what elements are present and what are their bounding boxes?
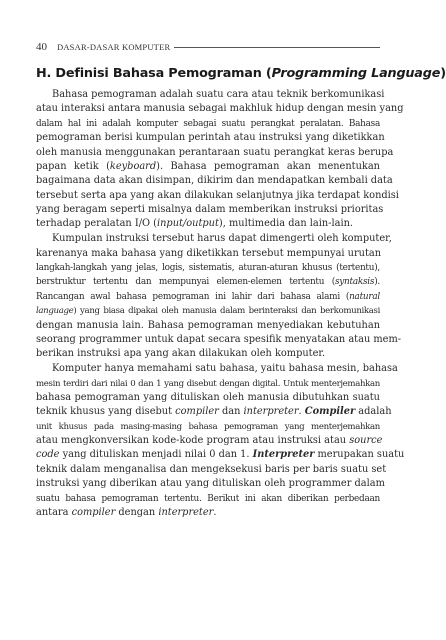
text-line: [36, 463, 387, 477]
emphasis-text: keyboard: [109, 160, 157, 172]
text-line: [36, 304, 380, 318]
text-run: unit khusus pada masing-masing bahasa pemograman yang menterjemahkan: [36, 421, 380, 432]
text-run: dengan: [115, 506, 159, 518]
text-run: dengan manusia lain. Bahasa pemograman menyediakan kebutuhan: [36, 319, 380, 331]
emphasis-text: compiler: [175, 406, 219, 418]
text-line: [36, 261, 380, 275]
text-line: [36, 102, 404, 116]
text-run: seorang programmer untuk dapat secara spesifik menyatakan atau mem-: [36, 333, 402, 345]
text-line: [36, 174, 393, 188]
text-line: [36, 275, 380, 289]
text-run: tersebut serta apa yang akan dilakukan selanjutnya jika terdapat kondisi: [36, 189, 399, 201]
text-line: [36, 477, 385, 491]
text-line: [36, 247, 380, 261]
text-line: [36, 405, 392, 419]
text-run: .: [298, 406, 305, 418]
text-run: atau interaksi antara manusia sebagai makhluk hidup dengan mesin yang: [36, 103, 404, 115]
text-line: [36, 347, 380, 361]
text-run: bagaimana data akan disimpan, dikirim dan mendapatkan kembali data: [36, 175, 393, 187]
text-run: teknik khusus yang disebut: [36, 406, 176, 418]
text-run: suatu bahasa pemograman tertentu. Berikut ini akan diberikan perbedaan: [36, 493, 380, 504]
section-title-suffix: ): [440, 66, 446, 81]
section-title-prefix: H. Definisi Bahasa Pemograman (: [36, 66, 272, 81]
text-run: Kumpulan instruksi tersebut harus dapat dimengerti oleh komputer,: [52, 233, 392, 245]
header-rule: [174, 47, 380, 48]
emphasis-text: source: [349, 435, 383, 446]
text-line: [36, 146, 394, 160]
text-line: [36, 434, 383, 448]
text-run: bahasa pemograman yang dituliskan oleh manusia dibutuhkan suatu: [36, 391, 380, 403]
text-run: merupakan suatu: [314, 449, 405, 461]
emphasis-text: input/output: [156, 218, 219, 230]
emphasis-text: Compiler: [304, 406, 356, 418]
page-number: 40: [36, 41, 47, 53]
paragraph: [36, 232, 402, 361]
text-line: [36, 448, 405, 462]
text-run: terhadap peralatan I/O (: [36, 218, 157, 230]
text-run: oleh manusia menggunakan perantaraan suatu perangkat keras berupa: [36, 146, 394, 158]
text-line: [36, 391, 380, 405]
section-title-italic: Programming Language: [271, 66, 441, 81]
text-run: Bahasa pemograman adalah suatu cara atau teknik berkomunikasi: [52, 89, 385, 100]
text-line: [36, 88, 385, 102]
emphasis-text: natural: [349, 291, 380, 302]
text-run: ) yang biasa dipakai oleh manusia dalam berinteraksi dan berkomunikasi: [73, 306, 380, 317]
paragraph: [36, 88, 404, 232]
running-head: DASAR-DASAR KOMPUTER: [57, 42, 171, 52]
text-line: [36, 420, 380, 434]
text-run: berikan instruksi apa yang akan dilakukan oleh komputer.: [36, 348, 326, 360]
text-run: dalam hal ini adalah komputer sebagai suatu perangkat peralatan. Bahasa: [36, 118, 380, 129]
text-run: adalah: [355, 406, 392, 418]
text-run: pemograman berisi kumpulan perintah atau instruksi yang diketikkan: [36, 132, 385, 144]
text-line: [36, 232, 392, 246]
emphasis-text: language: [36, 306, 74, 317]
text-run: ).: [374, 277, 380, 288]
text-line: [36, 333, 402, 347]
text-run: .: [213, 506, 217, 518]
emphasis-text: Interpreter: [252, 449, 315, 461]
text-run: antara: [36, 506, 72, 518]
text-line: [36, 506, 380, 520]
emphasis-text: code: [36, 449, 60, 461]
text-line: [36, 377, 380, 391]
text-run: teknik dalam menganalisa dan mengeksekusi baris per baris suatu set: [36, 463, 387, 475]
text-run: langkah-langkah yang jelas, logis, sistematis, aturan-aturan khusus (tertentu),: [36, 263, 380, 273]
text-line: [36, 160, 380, 174]
section-title: [36, 66, 446, 81]
page-header: [36, 40, 380, 54]
paragraph: [36, 362, 405, 520]
text-run: berstruktur tertentu dan mempunyai elemen-elemen tertentu (: [36, 277, 335, 288]
text-line: [36, 217, 380, 231]
text-line: [36, 492, 380, 506]
text-line: [36, 362, 398, 376]
text-run: yang beragam seperti misalnya dalam memberikan instruksi prioritas: [36, 204, 384, 215]
text-line: [36, 203, 384, 217]
text-run: ), multimedia dan lain-lain.: [218, 218, 354, 230]
text-line: [36, 117, 380, 131]
text-run: karenanya maka bahasa yang diketikkan tersebut mempunyai urutan: [36, 247, 382, 259]
text-line: [36, 319, 380, 333]
emphasis-text: compiler: [71, 506, 116, 518]
text-run: ). Bahasa pemograman akan menentukan: [156, 160, 380, 172]
body-text: [36, 88, 405, 520]
emphasis-text: interpreter: [158, 506, 214, 518]
text-run: papan ketik (: [36, 160, 110, 172]
text-run: mesin terdiri dari nilai 0 dan 1 yang disebut dengan digital. Untuk menterjemahkan: [36, 378, 380, 389]
text-line: [36, 131, 385, 145]
text-line: [36, 189, 399, 203]
text-run: dan: [218, 406, 244, 418]
text-line: [36, 290, 380, 304]
emphasis-text: syntaksis: [334, 277, 375, 288]
text-run: yang dituliskan menjadi nilai 0 dan 1.: [59, 449, 253, 461]
text-run: instruksi yang diberikan atau yang dituliskan oleh programmer dalam: [36, 478, 385, 490]
text-run: Rancangan awal bahasa pemograman ini lahir dari bahasa alami (: [36, 291, 350, 302]
emphasis-text: interpreter: [243, 406, 299, 418]
text-run: atau mengkonversikan kode-kode program atau instruksi atau: [36, 435, 350, 446]
text-run: Komputer hanya memahami satu bahasa, yaitu bahasa mesin, bahasa: [52, 363, 398, 375]
